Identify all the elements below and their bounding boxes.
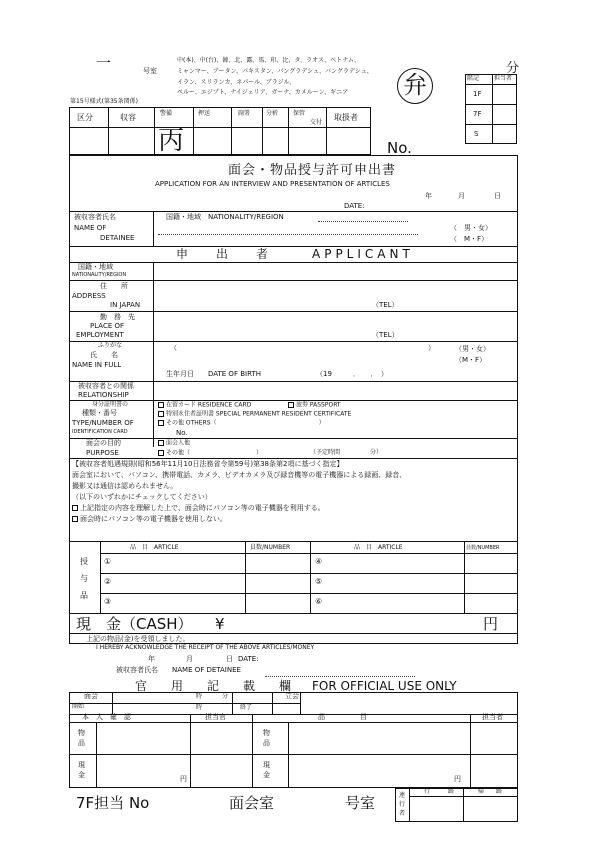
applicant-sex-en: （M・F） [455,356,487,364]
detainee-sex-en: （ M・F） [450,235,489,243]
employment-en2: EMPLOYMENT [76,331,124,339]
article-num-5: ⑤ [315,577,323,586]
official-hour-1: 時 [196,693,203,700]
name-paren-open: （ [170,344,177,352]
cash-yen-symbol: ¥ [215,615,225,633]
birth-value: （19 ． ． ） [316,370,388,378]
country-line-2: ミャンマー、ブータン、パキスタン、バングラデシュ、バングラデシュ、 [177,68,373,75]
id-number-label: No. [176,429,188,437]
articles-col-item-left: 品 目 ARTICLE [130,544,179,551]
detainee-label-en2: DETAINEE [100,234,135,242]
official-end-label: 終了 [240,704,253,711]
address-en1: ADDRESS [72,292,106,300]
address-en2: IN JAPAN [110,301,141,309]
detainee-sex-jp: （ 男・女） [450,224,492,232]
official-row-cash-right: 現 金 [263,761,270,779]
minute-mark: 分 [506,61,520,76]
official-col-identity: 本 人 確 認 [82,713,131,721]
col-shuyo: 収容 [120,113,136,122]
id-option-residence[interactable]: 在留カード RESIDENCE CARD [158,402,251,409]
employment-tel: （TEL） [372,331,399,339]
id-jp-2: 種類・番号 [82,409,117,417]
receipt-jp: 上記の物品(金)を受領しました。 [86,635,190,643]
official-row-cash-left: 現 金 [78,761,85,779]
receipt-day: 日 [226,655,233,663]
receipt-en: I HEREBY ACKNOWLEDGE THE RECEIPT OF THE ABOVE ARTICLES/MONEY [96,644,315,651]
official-col-items: 品 目 [318,713,367,721]
dash-mark: 一 [96,54,112,72]
address-tel: （TEL） [372,301,399,309]
applicant-nat-en: NATIONALITY/REGION [72,272,127,278]
official-table [69,692,518,788]
id-en-2: IDENTIFICATION CARD [72,429,128,435]
id-option-passport[interactable]: 旅券 PASSPORT [288,402,341,409]
notice-line-1: 【被収容者処遇規則(昭和56年11月10日法務省令第59号)第38条第2項に基づく指定】 [72,460,344,468]
detainee-label-en1: NAME OF [74,224,107,232]
cash-yen-unit: 円 [483,615,499,633]
col-keibi: 警備 [160,110,173,117]
side-header-floor: 階記 [467,75,480,82]
form-title-jp: 面会・物品授与許可申出書 [228,163,397,178]
article-num-4: ④ [315,557,323,566]
notice-line-2: 面会室において、パソコン、携帯電話、カメラ、ビデオカメラ及び録音機等の電子機器による録画、録音、 [72,471,407,479]
articles-side-label: 授 与 品 [80,557,88,600]
purpose-en: PURPOSE [86,449,119,457]
date-day: 日 [494,192,501,200]
applicant-title-jp: 申 出 者 [176,247,277,261]
applicant-sex-jp: （男・女） [455,345,490,353]
cash-label: 現 金（CASH） [76,615,193,633]
id-option-special-permanent[interactable]: 特別永住者証明書 SPECIAL PERMANENT RESIDENT CERTIFICATE [158,411,351,418]
name-en-label: NAME IN FULL [72,361,122,369]
date-year: 年 [425,192,432,200]
official-row-goods-left: 物 品 [78,729,85,747]
articles-col-qty-left: 員数/NUMBER [250,544,291,551]
id-en-1: TYPE/NUMBER OF [72,419,134,427]
receipt-year: 年 [148,655,155,663]
official-yen-right: 円 [454,775,461,783]
escort-col-outbound: 行 路 [424,788,455,795]
official-title-jp: 官 用 記 載 欄 [135,679,298,693]
article-num-6: ⑥ [315,597,323,606]
id-jp-1: 身分証明書の [92,401,129,408]
footer-visit-room: 面会室 [229,794,275,812]
notice-line-3: 撮影又は通信は認められません。 [72,482,178,490]
date-month: 月 [458,192,465,200]
official-yen-left: 円 [180,775,187,783]
article-num-3: ③ [104,597,112,606]
category-stamp: 丙 [158,126,185,156]
side-header-officer: 担当者 [494,75,513,82]
purpose-option-visit[interactable]: 面会人他 [158,440,190,447]
col-kubun: 区分 [77,113,93,122]
relationship-en: RELATIONSHIP [78,391,129,399]
side-row-s: S [474,130,479,138]
article-num-2: ② [104,577,112,586]
notice-option-not-use[interactable]: 面会時にパソコン等の電子機器を使用しない。 [72,516,227,523]
articles-col-item-right: 品 目 ARTICLE [354,544,403,551]
applicant-title-en: APPLICANT [312,247,414,261]
official-col-officer: 担当官 [205,713,226,721]
employment-en1: PLACE OF [90,322,125,330]
country-line-4: ペルー、エジプト、ナイジェリア、ガーナ、カメルーン、ギニア [177,89,349,96]
col-kofu: 交付 [310,119,323,126]
official-visit-label: 面会 [84,692,98,700]
notice-option-use[interactable]: 上記指定の内容を理解した上で、面会時にパソコン等の電子機器を利用する。 [72,505,325,512]
country-line-3: イラン、スリランカ、ネパール、ブラジル、 [177,79,295,86]
purpose-option-other[interactable]: その他（ ） [158,450,262,457]
address-jp: 住 所 [100,282,128,290]
official-start-label: 開始 [72,703,85,710]
detainee-nationality-label: 国籍・地域 NATIONALITY/REGION [166,213,284,221]
articles-col-qty-right: 員数/NUMBER [466,545,500,551]
relationship-jp: 被収容者との関係 [78,382,134,390]
name-furigana-label: ふりがな [98,342,123,349]
official-hour-2: 時 [196,704,203,711]
receipt-month: 月 [186,655,193,663]
country-line-1: 中(本)、中(台)、韓、北、露、馬、印、比、タ、ラオス、ベトナム、 [177,57,361,64]
official-min-1: 分 [222,693,229,700]
applicant-nat-jp: 国籍・地域 [78,263,113,271]
receipt-date-label: DATE: [238,655,259,663]
official-witness-label: 立会 [285,692,299,700]
footer-room-number: 号室 [345,794,376,812]
form-number: 第15号様式(第35条関係) [70,98,138,105]
col-oso: 押送 [198,110,211,117]
escort-label: 連 行 者 [399,792,406,817]
name-jp-label: 氏 名 [90,351,118,359]
side-row-7f: 7F [473,110,482,118]
purpose-jp: 面会の目的 [86,439,121,447]
side-row-1f: 1F [473,90,482,98]
footer-7f-no: 7F担当 No [76,794,150,812]
col-handler: 取扱者 [334,113,358,122]
official-row-goods-right: 物 品 [263,729,270,747]
purpose-time: （予定時間 分） [310,449,383,456]
official-title-en: FOR OFFICIAL USE ONLY [312,679,457,693]
number-label: No. [387,139,412,157]
notice-line-4: （以下のいずれかにチェックしてください） [72,493,212,501]
detainee-label-jp: 被収容者氏名 [74,213,116,221]
attorney-stamp: 弁 [397,68,433,104]
escort-col-return: 帰 路 [478,788,503,795]
birth-label: 生年月日 DATE OF BIRTH [166,370,261,378]
col-hokan: 保管 [293,110,306,117]
official-col-handler: 担当者 [482,713,503,721]
col-bunseki: 分析 [266,110,279,117]
name-paren-close: ） [428,344,435,352]
employment-jp: 勤 務 先 [100,313,135,321]
id-option-others[interactable]: その他 OTHERS（ ） [158,420,325,427]
col-fukusho: 副署 [238,110,251,117]
receipt-name-label: 被収容者氏名 NAME OF DETAINEE [116,666,241,674]
room-label: 号室 [143,67,157,75]
form-title-en: APPLICATION FOR AN INTERVIEW AND PRESENTATION OF ARTICLES [155,180,390,188]
article-num-1: ① [104,557,112,566]
date-label: DATE: [344,202,365,210]
